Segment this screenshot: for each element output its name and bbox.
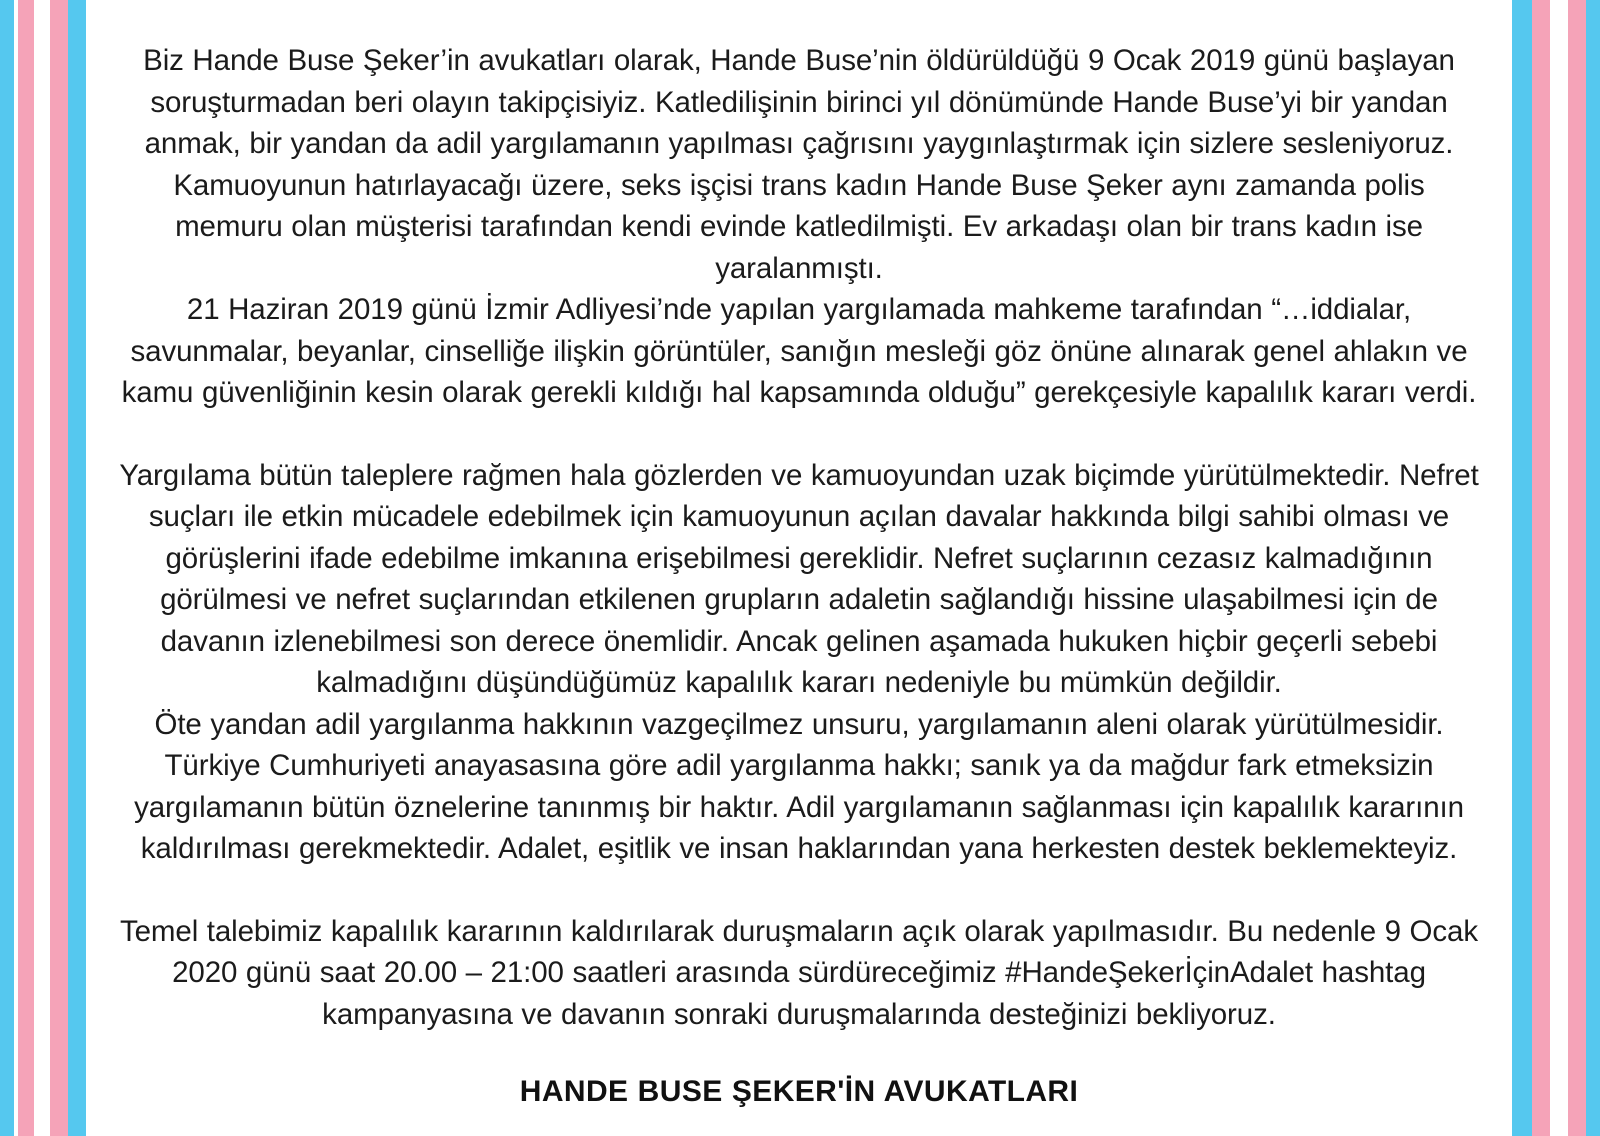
- paragraph-block-3: [116, 911, 1482, 1036]
- right-flag-stripe-blue-0: [1512, 0, 1532, 1136]
- paragraph-block-2: [116, 455, 1482, 870]
- right-flag-stripe-pink-3: [1568, 0, 1586, 1136]
- statement-content: [86, 0, 1512, 1136]
- paragraph-6: Türkiye Cumhuriyeti anayasasına göre adil yargılanma hakkı; sanık ya da mağdur fark etmeksizin yargılamanın bütün öznelerine tanınmış bir haktır. Adil yargılamanın sağlanması için kapalılık kararının kaldırılması gerekmektedir. Adalet, eşitlik ve insan haklarından yana herkesten destek beklemekteyiz.: [134, 749, 1464, 865]
- right-flag-stripes: [1512, 0, 1600, 1136]
- paragraph-block-1: [116, 40, 1482, 414]
- right-flag-stripe-pink-1: [1532, 0, 1550, 1136]
- left-flag-stripes: [0, 0, 86, 1136]
- paragraph-1: Biz Hande Buse Şeker’in avukatları olarak, Hande Buse’nin öldürüldüğü 9 Ocak 2019 günü başlayan soruşturmadan beri olayın takipçisiyiz. Katledilişinin birinci yıl dönümünde Hande Buse’yi bir yandan anmak, bir yandan da adil yargılamanın yapılması çağrısını yaygınlaştırmak için sizlere sesleniyoruz.: [143, 44, 1455, 160]
- paragraph-7: Temel talebimiz kapalılık kararının kaldırılarak duruşmaların açık olarak yapılmasıdır. Bu nedenle 9 Ocak 2020 günü saat 20.00 – 21:00 saatleri arasında sürdüreceğimiz #HandeŞekerİçinAdalet hashtag kampanyasına ve davanın sonraki duruşmalarında desteğinizi bekliyoruz.: [119, 914, 1479, 1031]
- left-flag-stripe-pink-2: [18, 0, 34, 1136]
- paragraph-5: Öte yandan adil yargılanma hakkının vazgeçilmez unsuru, yargılamanın aleni olarak yürütülmesidir.: [154, 707, 1444, 741]
- left-flag-stripe-pink-4: [50, 0, 68, 1136]
- paragraph-2: Kamuoyunun hatırlayacağı üzere, seks işçisi trans kadın Hande Buse Şeker aynı zamanda polis memuru olan müşterisi tarafından kendi evinde katledilmişti. Ev arkadaşı olan bir trans kadın ise yaralanmıştı.: [173, 168, 1425, 285]
- left-flag-stripe-blue-5: [68, 0, 86, 1136]
- paragraph-4: Yargılama bütün taleplere rağmen hala gözlerden ve kamuoyundan uzak biçimde yürütülmektedir. Nefret suçları ile etkin mücadele edebilmek için kamuoyunun açılan davalar hakkında bilgi sahibi olması ve görüşlerini ifade edebilme imkanına erişebilmesi gereklidir. Nefret suçlarının cezasız kalmadığının görülmesi ve nefret suçlarından etkilenen grupların adaletin sağlandığı hissine ulaşabilmesi için de davanın izlenebilmesi son derece önemlidir. Ancak gelinen aşamada hukuken hiçbir geçerli sebebi kalmadığını düşündüğümüz kapalılık kararı nedeniyle bu mümkün değildir.: [119, 458, 1479, 699]
- left-flag-stripe-blue-0: [0, 0, 14, 1136]
- right-flag-stripe-blue-4: [1586, 0, 1600, 1136]
- right-flag-stripe-white-2: [1550, 0, 1568, 1136]
- paragraph-3: 21 Haziran 2019 günü İzmir Adliyesi’nde yapılan yargılamada mahkeme tarafından “…iddialar, savunmalar, beyanlar, cinselliğe ilişkin görüntüler, sanığın mesleği göz önüne alınarak genel ahlakın ve kamu güvenliğinin kesin olarak gerekli kıldığı hal kapsamında olduğu” gerekçesiyle kapalılık kararı verdi.: [121, 293, 1477, 409]
- statement-body: [116, 40, 1482, 1113]
- left-flag-stripe-white-3: [34, 0, 50, 1136]
- signature-line: HANDE BUSE ŞEKER'İN AVUKATLARI: [519, 1075, 1079, 1108]
